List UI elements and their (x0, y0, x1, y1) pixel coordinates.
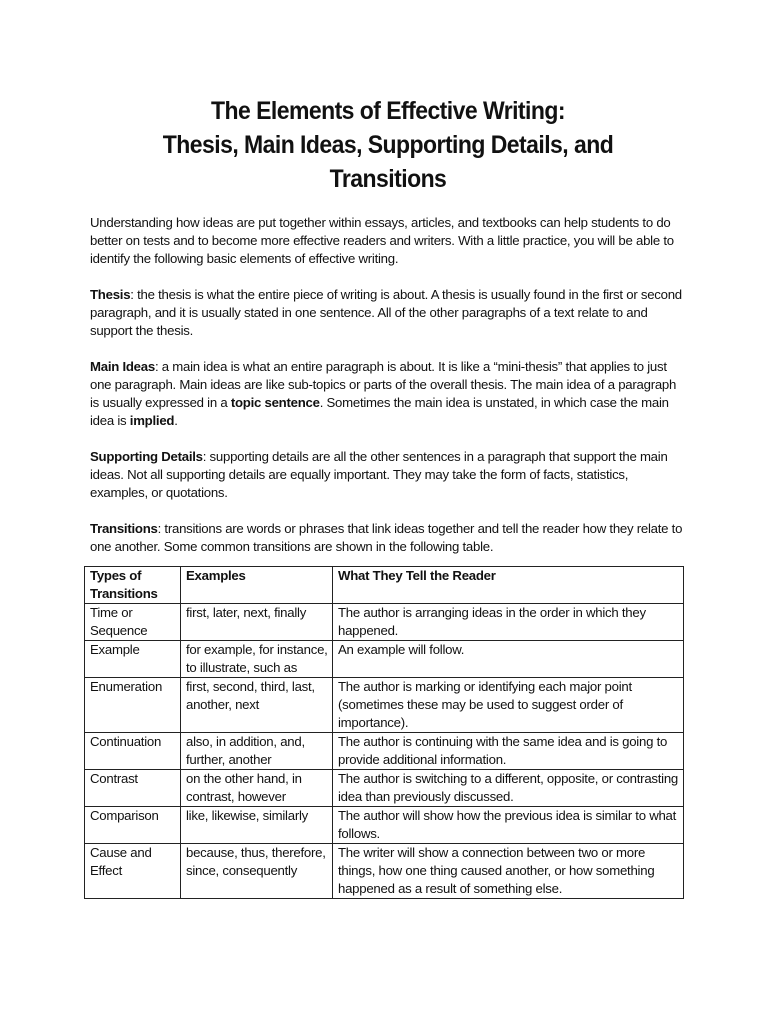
cell-meaning: The author is arranging ideas in the order in which they happened. (333, 604, 684, 641)
main-ideas-text-2: . Sometimes the main idea is unstated, in which case the main idea is (90, 395, 669, 428)
main-ideas-text-3: . (174, 413, 178, 428)
cell-examples: because, thus, therefore, since, consequently (181, 844, 333, 899)
transitions-table (84, 566, 684, 899)
supporting-details-term: Supporting Details (90, 449, 203, 464)
table-row (85, 604, 684, 641)
cell-examples: for example, for instance, to illustrate, such as (181, 641, 333, 678)
table-row (85, 844, 684, 899)
title-line-1: The Elements of Effective Writing: (211, 97, 565, 125)
cell-meaning: The author is switching to a different, opposite, or contrasting idea than previously discussed. (333, 770, 684, 807)
transitions-paragraph (90, 520, 686, 556)
header-types: Types of Transitions (85, 567, 181, 604)
cell-meaning: The author is continuing with the same idea and is going to provide additional information. (333, 733, 684, 770)
cell-meaning: The author will show how the previous idea is similar to what follows. (333, 807, 684, 844)
thesis-text: : the thesis is what the entire piece of writing is about. A thesis is usually found in the first or second paragraph, and it is usually stated in one sentence. All of the other paragraphs of a text relate to and support the thesis. (90, 287, 682, 338)
cell-type: Comparison (85, 807, 181, 844)
cell-examples: first, second, third, last, another, next (181, 678, 333, 733)
cell-type: Continuation (85, 733, 181, 770)
supporting-details-paragraph (90, 448, 686, 502)
supporting-details-text: : supporting details are all the other sentences in a paragraph that support the main ideas. Not all supporting details are equally important. They may take the form of facts, statistics, examples, or quotations. (90, 449, 668, 500)
header-examples: Examples (181, 567, 333, 604)
table-row (85, 733, 684, 770)
title-line-2: Thesis, Main Ideas, Supporting Details, and (162, 131, 614, 159)
cell-examples: on the other hand, in contrast, however (181, 770, 333, 807)
transitions-text: : transitions are words or phrases that link ideas together and tell the reader how they relate to one another. Some common transitions are shown in the following table. (90, 521, 683, 554)
document-title (114, 94, 662, 196)
main-ideas-paragraph (90, 358, 686, 430)
main-ideas-term: Main Ideas (90, 359, 155, 374)
cell-type: Enumeration (85, 678, 181, 733)
implied-term: implied (129, 413, 175, 428)
document-page (90, 94, 686, 899)
thesis-paragraph (90, 286, 686, 340)
thesis-term: Thesis (90, 287, 131, 302)
cell-meaning: The writer will show a connection between two or more things, how one thing caused another, or how something happened as a result of something else. (333, 844, 684, 899)
main-ideas-text-1: : a main idea is what an entire paragraph is about. It is like a “mini-thesis” that applies to just one paragraph. Main ideas are like sub-topics or parts of the overall thesis. The main idea of a paragraph is usually expressed in a (90, 359, 677, 410)
intro-paragraph: Understanding how ideas are put together within essays, articles, and textbooks can help students to do better on tests and to become more effective readers and writers. With a little practice, you will be able to identify the following basic elements of effective writing. (90, 215, 674, 266)
cell-type: Cause and Effect (85, 844, 181, 899)
cell-examples: first, later, next, finally (181, 604, 333, 641)
cell-type: Contrast (85, 770, 181, 807)
table-header-row (85, 567, 684, 604)
topic-sentence-term: topic sentence (230, 395, 320, 410)
table-row (85, 641, 684, 678)
cell-type: Example (85, 641, 181, 678)
cell-meaning: An example will follow. (333, 641, 684, 678)
transitions-term: Transitions (90, 521, 158, 536)
title-line-3: Transitions (329, 165, 447, 193)
table-row (85, 678, 684, 733)
table-row (85, 770, 684, 807)
cell-meaning: The author is marking or identifying each major point (sometimes these may be used to suggest order of importance). (333, 678, 684, 733)
cell-type: Time or Sequence (85, 604, 181, 641)
cell-examples: also, in addition, and, further, another (181, 733, 333, 770)
cell-examples: like, likewise, similarly (181, 807, 333, 844)
header-what-they-tell: What They Tell the Reader (333, 567, 684, 604)
table-row (85, 807, 684, 844)
